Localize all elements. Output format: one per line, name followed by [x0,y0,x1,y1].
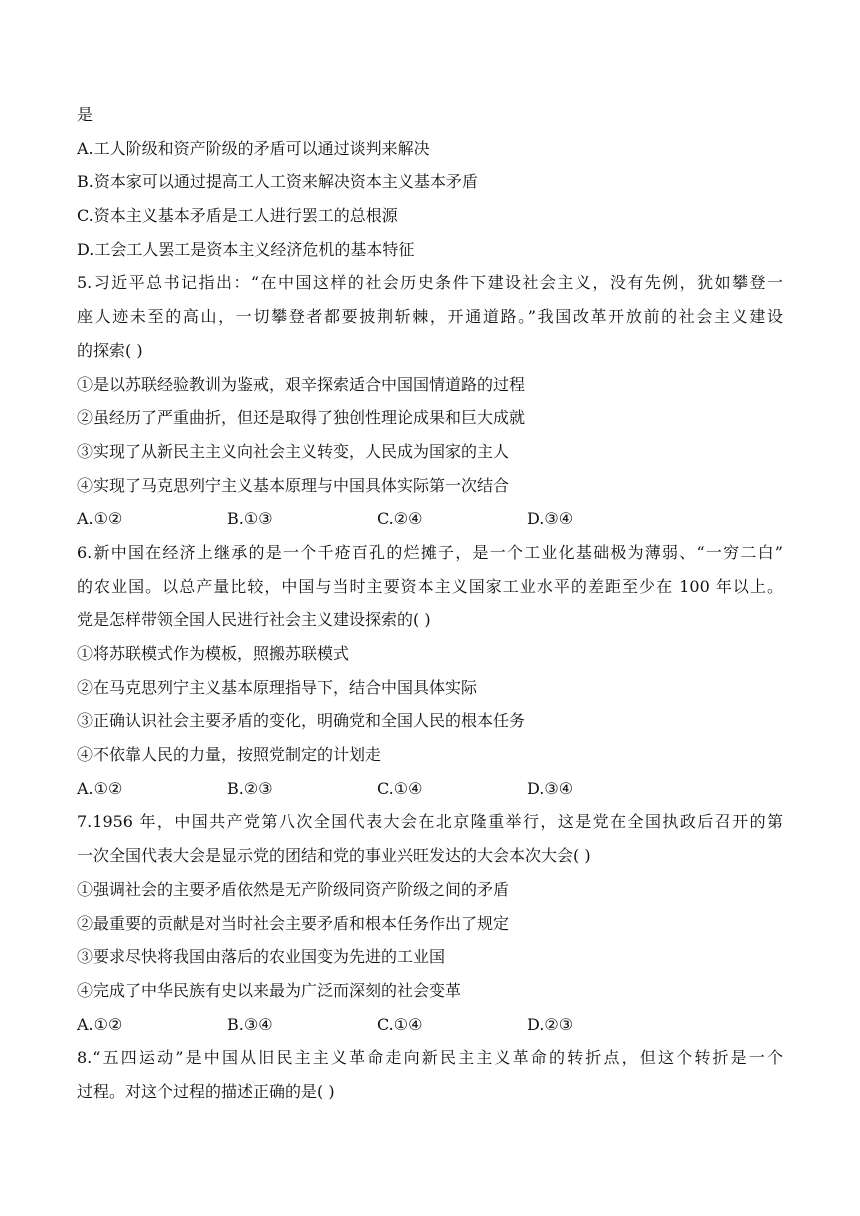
question-5-stem-line: 5.习近平总书记指出：“在中国这样的社会历史条件下建设社会主义，没有先例，犹如攀登一 [77,273,783,293]
exam-page [77,98,783,1109]
question-5-item: ④实现了马克思列宁主义基本原理与中国具体实际第一次结合 [77,475,510,495]
choice-a: A.①② [77,509,123,529]
question-5-item: ③实现了从新民主主义向社会主义转变，人民成为国家的主人 [77,441,510,461]
question-7-choices [77,1008,783,1042]
choice-d: D.③④ [527,778,574,798]
question-6-stem-line: 的农业国。以总产量比较，中国与当时主要资本主义国家工业水平的差距至少在 100 年以上。 [77,576,783,596]
question-4-option-a: A.工人阶级和资产阶级的矛盾可以通过谈判来解决 [77,138,430,158]
choice-c: C.①④ [377,1014,423,1034]
question-5-item: ②虽经历了严重曲折，但还是取得了独创性理论成果和巨大成就 [77,408,526,428]
choice-a: A.①② [77,778,123,798]
question-7-stem-line: 7.1956 年，中国共产党第八次全国代表大会在北京隆重举行，这是党在全国执政后召开的第 [77,812,783,832]
question-7-item: ②最重要的贡献是对当时社会主要矛盾和根本任务作出了规定 [77,913,510,933]
question-7-item: ④完成了中华民族有史以来最为广泛而深刻的社会变革 [77,980,462,1000]
question-6-stem-line: 党是怎样带领全国人民进行社会主义建设探索的( ) [77,610,431,630]
question-5 [77,266,783,536]
choice-d: D.②③ [527,1014,574,1034]
choice-b: B.②③ [227,778,273,798]
question-4 [77,98,783,266]
choice-a: A.①② [77,1014,123,1034]
question-6-stem-line: 6.新中国在经济上继承的是一个千疮百孔的烂摊子，是一个工业化基础极为薄弱、“一穷二白” [77,542,783,562]
question-6-item: ④不依靠人民的力量，按照党制定的计划走 [77,745,382,765]
question-6-item: ①将苏联模式作为模板，照搬苏联模式 [77,644,350,663]
question-5-stem-line: 的探索( ) [77,340,143,360]
question-4-option-c: C.资本主义基本矛盾是工人进行罢工的总根源 [77,206,398,226]
choice-d: D.③④ [527,509,574,529]
choice-c: C.②④ [377,509,423,529]
question-8-stem-line: 过程。对这个过程的描述正确的是( ) [77,1081,335,1101]
question-7-item: ①强调社会的主要矛盾依然是无产阶级同资产阶级之间的矛盾 [77,879,510,899]
question-8 [77,1041,783,1108]
question-6-item: ②在马克思列宁主义基本原理指导下，结合中国具体实际 [77,677,478,697]
question-8-stem-line: 8.“五四运动”是中国从旧民主主义革命走向新民主主义革命的转折点，但这个转折是一个 [77,1048,783,1068]
question-4-option-d: D.工会工人罢工是资本主义经济危机的基本特征 [77,239,415,259]
choice-b: B.③④ [227,1014,273,1034]
question-5-choices [77,502,783,536]
question-7 [77,805,783,1041]
question-7-stem-line: 一次全国代表大会是显示党的团结和党的事业兴旺发达的大会本次大会( ) [77,846,591,866]
question-4-stem-tail: 是 [77,105,94,124]
question-7-item: ③要求尽快将我国由落后的农业国变为先进的工业国 [77,947,446,967]
question-6-choices [77,772,783,806]
question-4-option-b: B.资本家可以通过提高工人工资来解决资本主义基本矛盾 [77,172,478,192]
question-5-item: ①是以苏联经验教训为鉴戒，艰辛探索适合中国国情道路的过程 [77,374,526,394]
question-6 [77,536,783,806]
choice-c: C.①④ [377,778,423,798]
question-6-item: ③正确认识社会主要矛盾的变化，明确党和全国人民的根本任务 [77,711,526,731]
question-5-stem-line: 座人迹未至的高山，一切攀登者都要披荆斩棘，开通道路。”我国改革开放前的社会主义建设 [77,307,783,327]
choice-b: B.①③ [227,509,273,529]
